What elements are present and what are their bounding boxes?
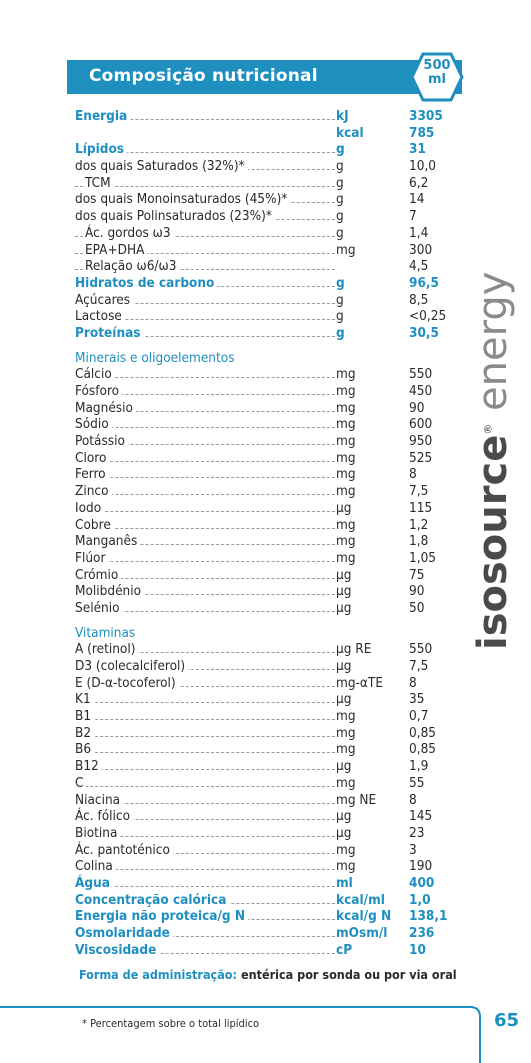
table-row xyxy=(75,641,475,658)
row-label: Ác. gordos ω3 xyxy=(85,225,174,242)
row-unit: mg xyxy=(336,241,356,258)
table-row xyxy=(75,366,475,383)
row-value: 550 xyxy=(409,366,433,383)
table-row xyxy=(75,758,475,775)
row-value: 525 xyxy=(409,449,433,466)
row-unit: mg xyxy=(336,383,356,399)
row-label: Água xyxy=(75,875,113,892)
row-value: 8 xyxy=(409,466,417,483)
row-label: Manganês xyxy=(75,533,140,550)
row-label: B12 xyxy=(75,758,102,775)
row-unit: mg xyxy=(336,741,356,758)
dot-leader xyxy=(75,561,335,562)
row-value: 600 xyxy=(409,416,433,433)
row-label: A (retinol) xyxy=(75,641,138,658)
row-label: Potássio xyxy=(75,433,128,450)
row-value: 75 xyxy=(409,566,425,583)
row-value: 8 xyxy=(409,791,417,808)
row-unit: mg xyxy=(336,433,356,450)
table-row xyxy=(75,125,475,142)
dot-leader xyxy=(75,736,335,737)
table-row xyxy=(75,725,475,742)
row-unit: g xyxy=(336,224,344,241)
row-value: 0,85 xyxy=(409,741,437,758)
page-number: 65 xyxy=(494,1010,520,1031)
row-unit: g xyxy=(336,141,345,158)
row-label: dos quais Polinsaturados (23%)* xyxy=(75,208,275,225)
table-row xyxy=(75,808,475,825)
row-value: 23 xyxy=(409,824,425,841)
row-value: 7,5 xyxy=(409,658,429,674)
row-label: Osmolaridade xyxy=(75,925,173,942)
table-row xyxy=(75,691,475,708)
row-label: Fósforo xyxy=(75,383,122,400)
row-label: dos quais Monoinsaturados (45%)* xyxy=(75,191,290,208)
row-unit: μg xyxy=(336,824,352,841)
row-label: Lactose xyxy=(75,308,125,325)
administration-label: Forma de administração: xyxy=(79,967,238,982)
row-unit: g xyxy=(336,191,344,208)
row-label: Relação ω6/ω3 xyxy=(85,258,179,275)
dot-leader xyxy=(75,186,335,187)
row-unit: mg xyxy=(336,858,356,875)
section-heading xyxy=(75,350,475,367)
row-label: Energia não proteica/g N xyxy=(75,908,248,925)
row-unit: μg xyxy=(336,658,352,674)
row-value: 96,5 xyxy=(409,274,439,291)
table-row xyxy=(75,500,475,517)
table-row xyxy=(75,433,475,450)
row-value: 31 xyxy=(409,141,426,158)
row-label: Ferro xyxy=(75,466,109,483)
row-value: 145 xyxy=(409,808,433,825)
row-unit: μg xyxy=(336,691,352,708)
table-row xyxy=(75,942,475,959)
row-label: TCM xyxy=(85,175,114,192)
table-row xyxy=(75,450,475,467)
row-label: Sódio xyxy=(75,416,112,433)
table-row xyxy=(75,108,475,125)
row-unit: μg RE xyxy=(336,641,372,658)
table-row xyxy=(75,483,475,500)
table-row xyxy=(75,517,475,534)
dot-leader xyxy=(75,461,335,462)
row-unit: μg xyxy=(336,499,352,516)
row-unit: kcal/ml xyxy=(336,891,385,908)
row-label: Crómio xyxy=(75,567,121,584)
table-row xyxy=(75,400,475,417)
dot-leader xyxy=(75,494,335,495)
header-bar xyxy=(67,60,462,94)
row-value: 3 xyxy=(409,841,417,858)
row-value: 138,1 xyxy=(409,908,448,925)
row-value: 10,0 xyxy=(409,158,437,175)
row-label: Minerais e oligoelementos xyxy=(75,350,238,367)
row-label: Lípidos xyxy=(75,141,127,158)
row-unit: mg xyxy=(336,366,356,383)
brand-logo xyxy=(470,272,516,650)
row-value: 6,2 xyxy=(409,174,429,191)
table-row xyxy=(75,775,475,792)
row-unit: mg xyxy=(336,399,356,416)
volume-badge xyxy=(410,59,464,87)
row-unit: g xyxy=(336,208,344,225)
table-row xyxy=(75,858,475,875)
table-row xyxy=(75,550,475,567)
row-label: B6 xyxy=(75,741,94,758)
dot-leader xyxy=(75,769,335,770)
table-row xyxy=(75,225,475,242)
row-unit: mg xyxy=(336,708,356,725)
row-value: 950 xyxy=(409,433,433,450)
table-row xyxy=(75,258,475,275)
row-label: Viscosidade xyxy=(75,942,159,959)
row-value: 14 xyxy=(409,191,425,208)
row-value: 236 xyxy=(409,925,435,941)
brand-name: isosource xyxy=(470,434,516,650)
row-value: 1,4 xyxy=(409,224,429,241)
table-row xyxy=(75,308,475,325)
row-label: D3 (colecalciferol) xyxy=(75,658,188,675)
row-label: Ác. pantoténico xyxy=(75,842,173,859)
row-unit: g xyxy=(336,324,345,341)
table-row xyxy=(75,275,475,292)
row-unit: μg xyxy=(336,583,352,600)
row-value: 50 xyxy=(409,599,425,616)
row-unit: μg xyxy=(336,566,352,583)
table-row xyxy=(75,533,475,550)
row-unit: mg xyxy=(336,549,356,566)
table-row xyxy=(75,342,475,350)
row-label: Magnésio xyxy=(75,400,136,417)
administration-note xyxy=(79,967,457,982)
row-value: 7 xyxy=(409,208,417,225)
row-value: 0,85 xyxy=(409,724,437,741)
row-label: Cálcio xyxy=(75,366,115,383)
table-row xyxy=(75,325,475,342)
table-row xyxy=(75,617,475,625)
row-value: 4,5 xyxy=(409,258,429,275)
row-value: 1,8 xyxy=(409,533,429,550)
dot-leader xyxy=(75,886,335,887)
row-label: Flúor xyxy=(75,550,108,567)
row-value: 300 xyxy=(409,241,433,258)
row-unit: g xyxy=(336,274,345,291)
table-row xyxy=(75,675,475,692)
row-value: 1,05 xyxy=(409,549,437,566)
row-label: Ác. fólico xyxy=(75,808,133,825)
dot-leader xyxy=(75,477,335,478)
row-unit: mg xyxy=(336,466,356,483)
row-value: 190 xyxy=(409,858,433,875)
dot-leader xyxy=(75,702,335,703)
row-value: 785 xyxy=(409,124,435,141)
row-unit: mg xyxy=(336,841,356,858)
row-label: dos quais Saturados (32%)* xyxy=(75,158,248,175)
row-value: 90 xyxy=(409,583,425,600)
table-row xyxy=(75,242,475,259)
row-unit: μg xyxy=(336,808,352,825)
row-value: 0,7 xyxy=(409,708,429,725)
badge-unit: ml xyxy=(427,72,446,87)
row-value: 90 xyxy=(409,399,425,416)
table-row xyxy=(75,158,475,175)
dot-leader xyxy=(75,719,335,720)
row-value: 115 xyxy=(409,499,433,516)
row-value: 1,2 xyxy=(409,516,429,533)
row-value: 30,5 xyxy=(409,324,439,341)
row-value: 1,9 xyxy=(409,758,429,775)
table-row xyxy=(75,191,475,208)
row-label: Colina xyxy=(75,858,116,875)
row-label: Zinco xyxy=(75,483,112,500)
row-unit: μg xyxy=(336,599,352,616)
row-label: C xyxy=(75,775,86,792)
row-unit: ml xyxy=(336,874,353,891)
row-label: EPA+DHA xyxy=(85,242,147,259)
row-unit: mg xyxy=(336,774,356,791)
table-row xyxy=(75,567,475,584)
row-value: 35 xyxy=(409,691,425,708)
table-row xyxy=(75,658,475,675)
row-unit: mg xyxy=(336,516,356,533)
brand-registered-mark: ® xyxy=(481,423,495,435)
dot-leader xyxy=(75,511,335,512)
table-row xyxy=(75,466,475,483)
administration-text: entérica por sonda ou por via oral xyxy=(240,967,457,982)
row-label: Açúcares xyxy=(75,292,133,309)
table-row xyxy=(75,925,475,942)
dot-leader xyxy=(75,427,335,428)
row-unit: mg xyxy=(336,449,356,466)
page-title: Composição nutricional xyxy=(89,66,318,86)
row-value: 55 xyxy=(409,774,425,791)
row-value: 8 xyxy=(409,674,417,691)
table-row xyxy=(75,741,475,758)
table-row xyxy=(75,583,475,600)
row-value: 550 xyxy=(409,641,433,658)
table-row xyxy=(75,383,475,400)
table-row xyxy=(75,175,475,192)
table-row xyxy=(75,141,475,158)
table-row xyxy=(75,908,475,925)
row-unit: mOsm/l xyxy=(336,925,388,941)
table-row xyxy=(75,875,475,892)
row-value: 7,5 xyxy=(409,483,429,500)
row-label: Cloro xyxy=(75,450,109,467)
row-label: B1 xyxy=(75,708,94,725)
row-unit: mg xyxy=(336,724,356,741)
table-row xyxy=(75,792,475,809)
row-unit: g xyxy=(336,174,344,191)
row-label: Hidratos de carbono xyxy=(75,275,217,292)
row-label: Niacina xyxy=(75,792,123,809)
table-row xyxy=(75,825,475,842)
row-label: Vitaminas xyxy=(75,625,138,642)
table-row xyxy=(75,416,475,433)
dot-leader xyxy=(75,786,335,787)
row-label: Concentração calórica xyxy=(75,892,229,909)
nutrition-table xyxy=(75,108,475,958)
section-heading xyxy=(75,625,475,642)
row-label: Biotina xyxy=(75,825,120,842)
row-unit: g xyxy=(336,308,344,325)
row-label: B2 xyxy=(75,725,94,742)
badge-volume: 500 xyxy=(423,58,451,73)
row-unit: kcal/g N xyxy=(336,908,392,925)
row-value: 8,5 xyxy=(409,291,429,308)
row-label: Molibdénio xyxy=(75,583,144,600)
row-unit: cP xyxy=(336,941,353,958)
brand-product: energy xyxy=(470,271,516,424)
row-unit: μg xyxy=(336,758,352,775)
row-label: Selénio xyxy=(75,600,123,617)
dot-leader xyxy=(75,752,335,753)
table-row xyxy=(75,708,475,725)
row-unit: mg xyxy=(336,416,356,433)
row-label: Iodo xyxy=(75,500,104,517)
table-row xyxy=(75,292,475,309)
row-unit: kcal xyxy=(336,124,364,141)
row-label: Proteínas xyxy=(75,325,144,342)
row-value: <0,25 xyxy=(409,308,447,325)
table-row xyxy=(75,842,475,859)
row-unit: mg xyxy=(336,483,356,500)
row-value: 450 xyxy=(409,383,433,399)
row-unit: mg NE xyxy=(336,791,377,808)
row-label: K1 xyxy=(75,691,94,708)
row-label: Cobre xyxy=(75,517,114,534)
row-unit: g xyxy=(336,291,344,308)
row-value: 400 xyxy=(409,874,435,891)
row-label: Energia xyxy=(75,108,130,125)
table-row xyxy=(75,600,475,617)
row-label: E (D-α-tocoferol) xyxy=(75,675,179,692)
row-value: 3305 xyxy=(409,108,443,124)
footer-divider xyxy=(0,990,531,1063)
table-row xyxy=(75,892,475,909)
row-unit: kJ xyxy=(336,108,349,124)
row-value: 10 xyxy=(409,941,426,958)
table-row xyxy=(75,208,475,225)
footnote: * Percentagem sobre o total lipídico xyxy=(82,1017,260,1030)
dot-leader xyxy=(75,528,335,529)
row-unit: g xyxy=(336,158,344,175)
row-unit: mg xyxy=(336,533,356,550)
row-unit: mg-αTE xyxy=(336,674,384,691)
row-value: 1,0 xyxy=(409,891,431,908)
